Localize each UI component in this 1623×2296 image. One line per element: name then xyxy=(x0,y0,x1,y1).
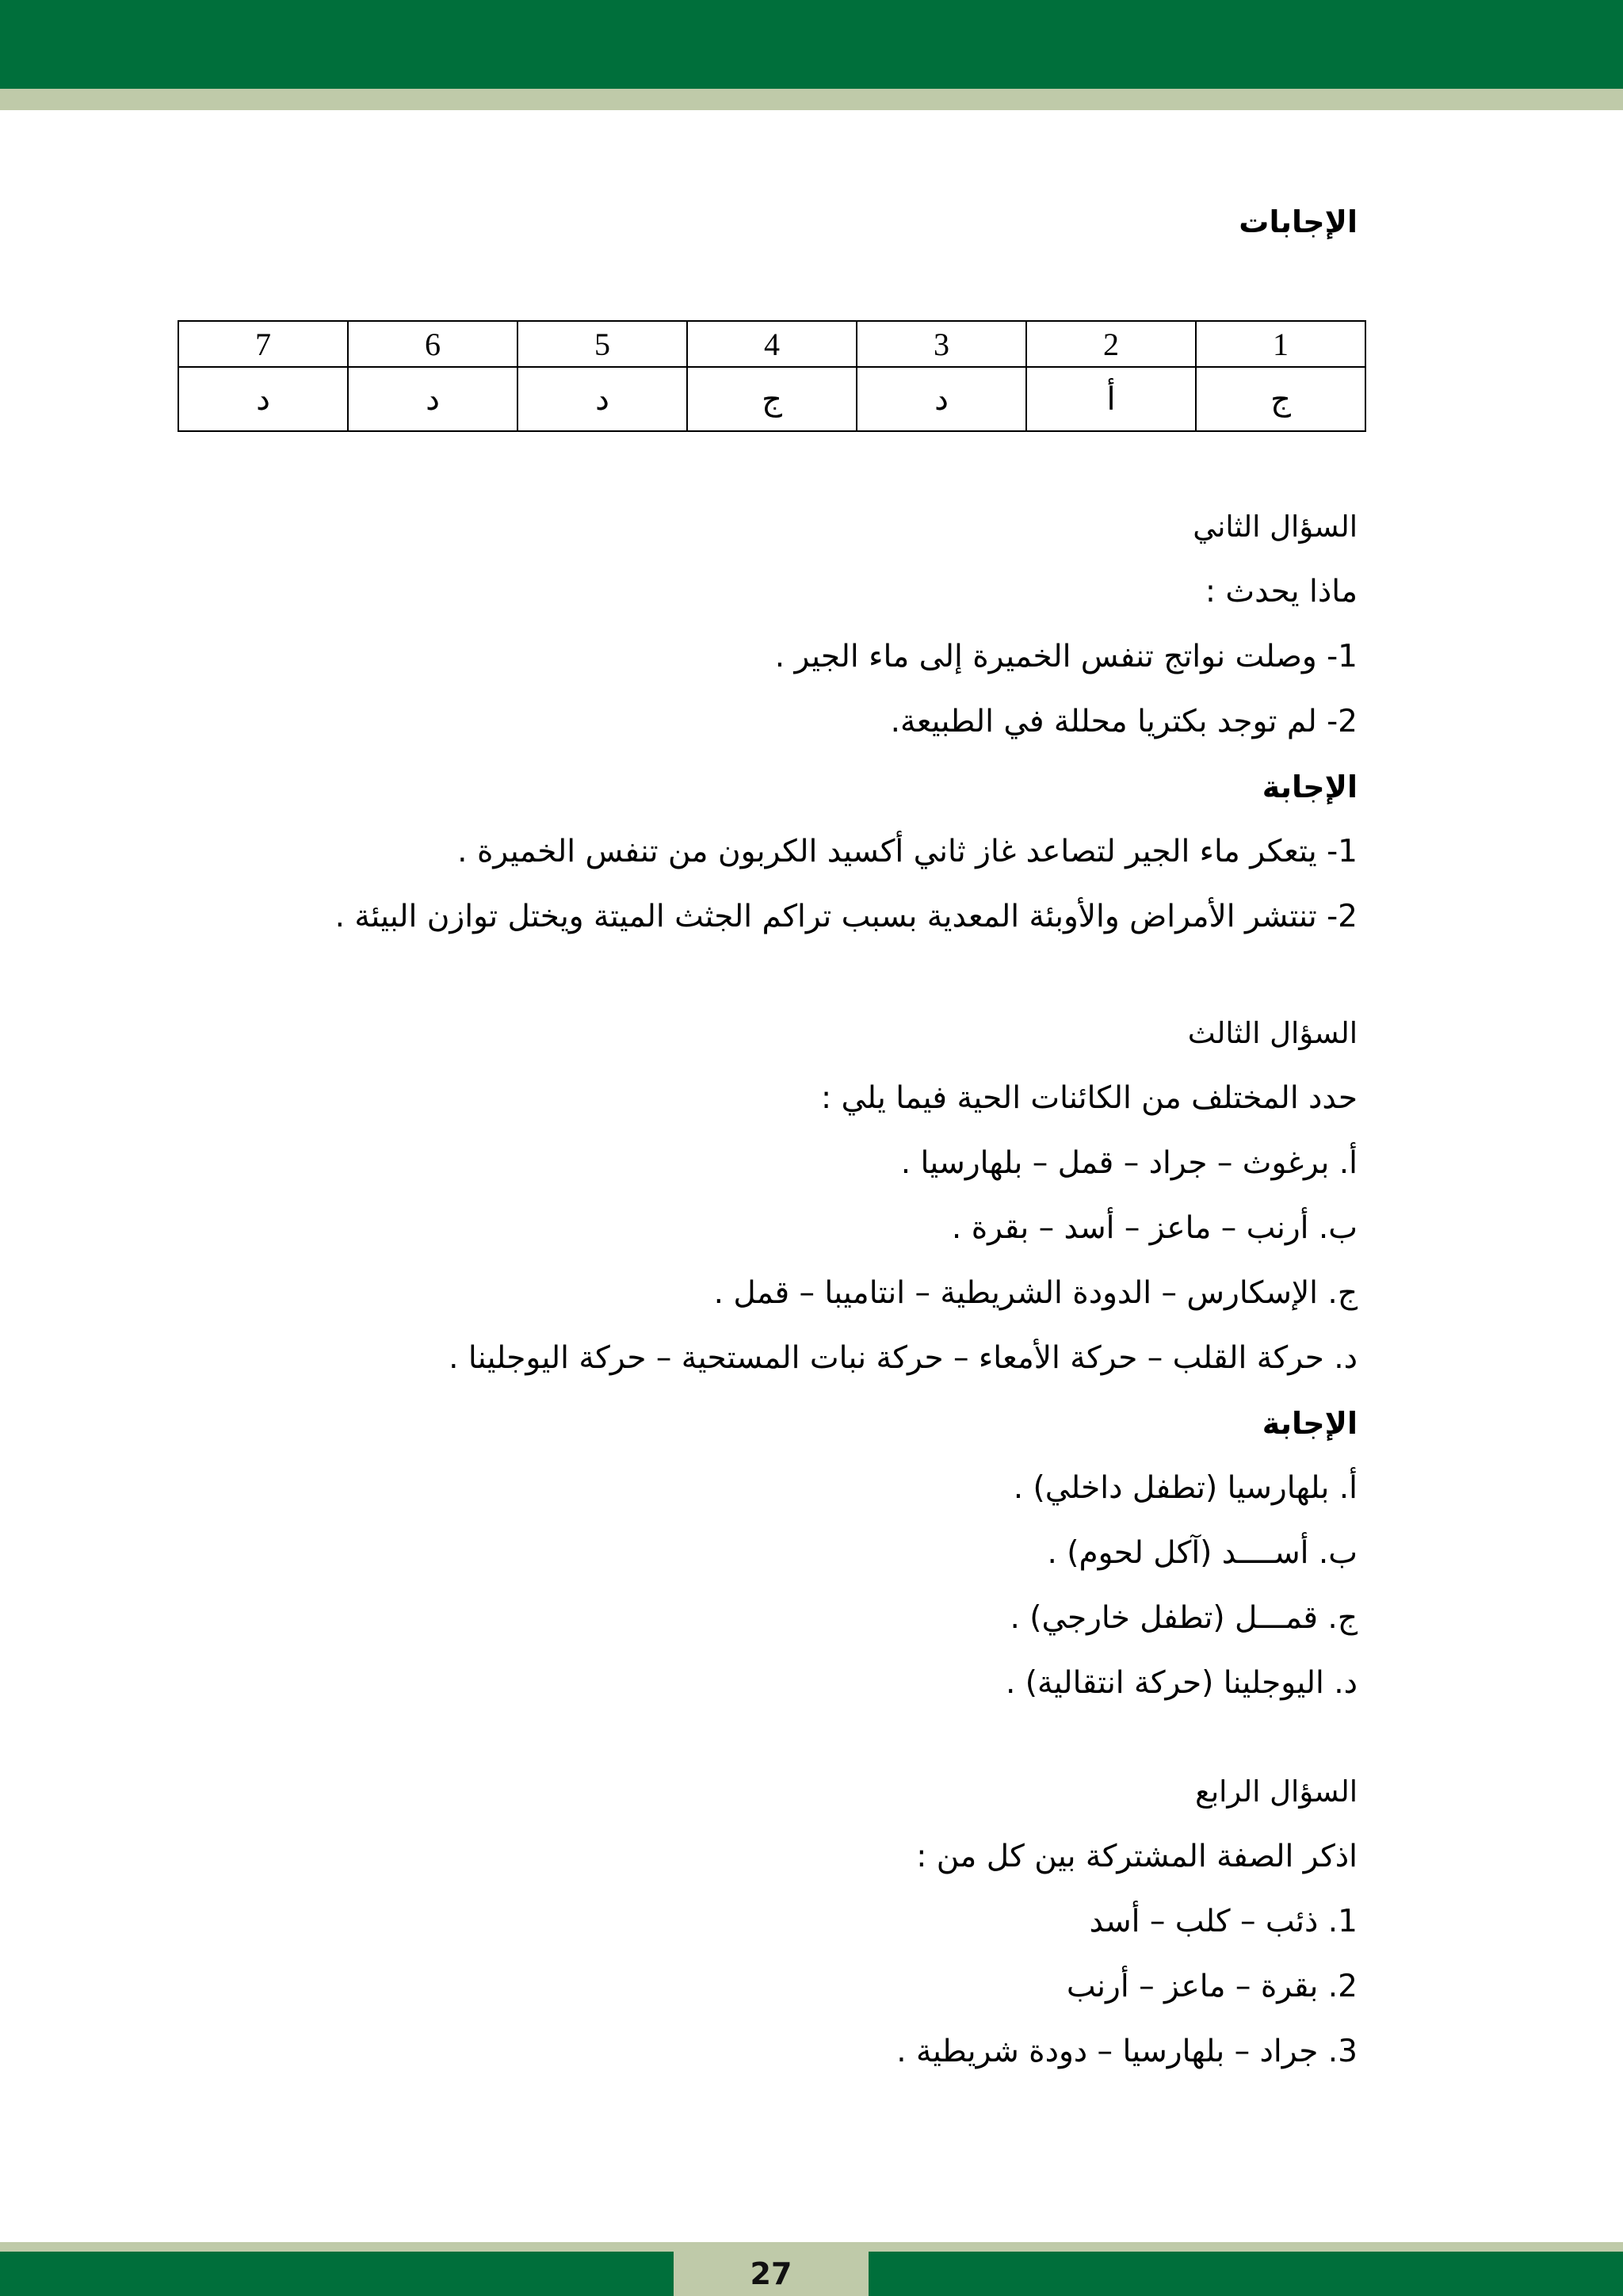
question-2-item: 2- لم توجد بكتريا محللة في الطبيعة. xyxy=(890,704,1358,739)
question-2-item: 1- وصلت نواتج تنفس الخميرة إلى ماء الجير . xyxy=(774,639,1358,674)
answers-table xyxy=(178,320,1366,432)
question-3-item: ب. أرنب – ماعز – أسد – بقرة . xyxy=(951,1210,1358,1246)
question-4-prompt: اذكر الصفة المشتركة بين كل من : xyxy=(916,1839,1358,1874)
question-3-answer: ب. أســــد (آكل لحوم) . xyxy=(1047,1535,1358,1571)
question-2-title: السؤال الثاني xyxy=(1193,510,1358,544)
table-cell: د xyxy=(857,367,1026,431)
table-cell: 3 xyxy=(857,321,1026,367)
table-cell: 7 xyxy=(178,321,348,367)
question-2-answer: 1- يتعكر ماء الجير لتصاعد غاز ثاني أكسيد الكربون من تنفس الخميرة . xyxy=(457,834,1358,869)
table-cell: 1 xyxy=(1196,321,1365,367)
question-2-answer-label: الإجابة xyxy=(1262,770,1358,804)
table-cell: ج xyxy=(687,367,857,431)
question-2-prompt: ماذا يحدث : xyxy=(1205,574,1358,609)
table-cell: د xyxy=(178,367,348,431)
question-4-item: 2. بقرة – ماعز – أرنب xyxy=(1066,1969,1358,2004)
question-4-item: 3. جراد – بلهارسيا – دودة شريطية . xyxy=(896,2034,1358,2069)
question-3-item: د. حركة القلب – حركة الأمعاء – حركة نبات المستحية – حركة اليوجلينا . xyxy=(449,1340,1358,1376)
question-2-answer: 2- تنتشر الأمراض والأوبئة المعدية بسبب تراكم الجثث الميتة ويختل توازن البيئة . xyxy=(334,899,1358,934)
question-2-section xyxy=(208,495,1358,949)
question-4-item: 1. ذئب – كلب – أسد xyxy=(1089,1904,1358,1939)
question-3-item: أ. برغوث – جراد – قمل – بلهارسيا . xyxy=(900,1145,1358,1181)
question-4-section xyxy=(208,1759,1358,2084)
question-3-answer-label: الإجابة xyxy=(1262,1406,1358,1441)
question-3-answer: ج. قمـــل (تطفل خارجي) . xyxy=(1010,1600,1358,1636)
page-number: 27 xyxy=(674,2252,869,2296)
answers-table-numbers-row xyxy=(178,321,1365,367)
answers-title: الإجابات xyxy=(1239,204,1358,239)
table-cell: د xyxy=(517,367,687,431)
table-cell: 2 xyxy=(1026,321,1196,367)
footer-strip xyxy=(0,2242,1623,2252)
question-3-section xyxy=(208,1001,1358,1716)
question-3-item: ج. الإسكارس – الدودة الشريطية – انتاميبا – قمل . xyxy=(713,1275,1358,1311)
question-3-prompt: حدد المختلف من الكائنات الحية فيما يلي : xyxy=(821,1080,1358,1116)
table-cell: ج xyxy=(1196,367,1365,431)
table-cell: أ xyxy=(1026,367,1196,431)
table-cell: 4 xyxy=(687,321,857,367)
table-cell: د xyxy=(348,367,517,431)
answers-table-answers-row xyxy=(178,367,1365,431)
question-3-title: السؤال الثالث xyxy=(1187,1016,1358,1050)
table-cell: 5 xyxy=(517,321,687,367)
question-4-title: السؤال الرابع xyxy=(1195,1775,1358,1809)
question-3-answer: د. اليوجلينا (حركة انتقالية) . xyxy=(1006,1665,1358,1701)
question-3-answer: أ. بلهارسيا (تطفل داخلي) . xyxy=(1013,1470,1358,1506)
table-cell: 6 xyxy=(348,321,517,367)
